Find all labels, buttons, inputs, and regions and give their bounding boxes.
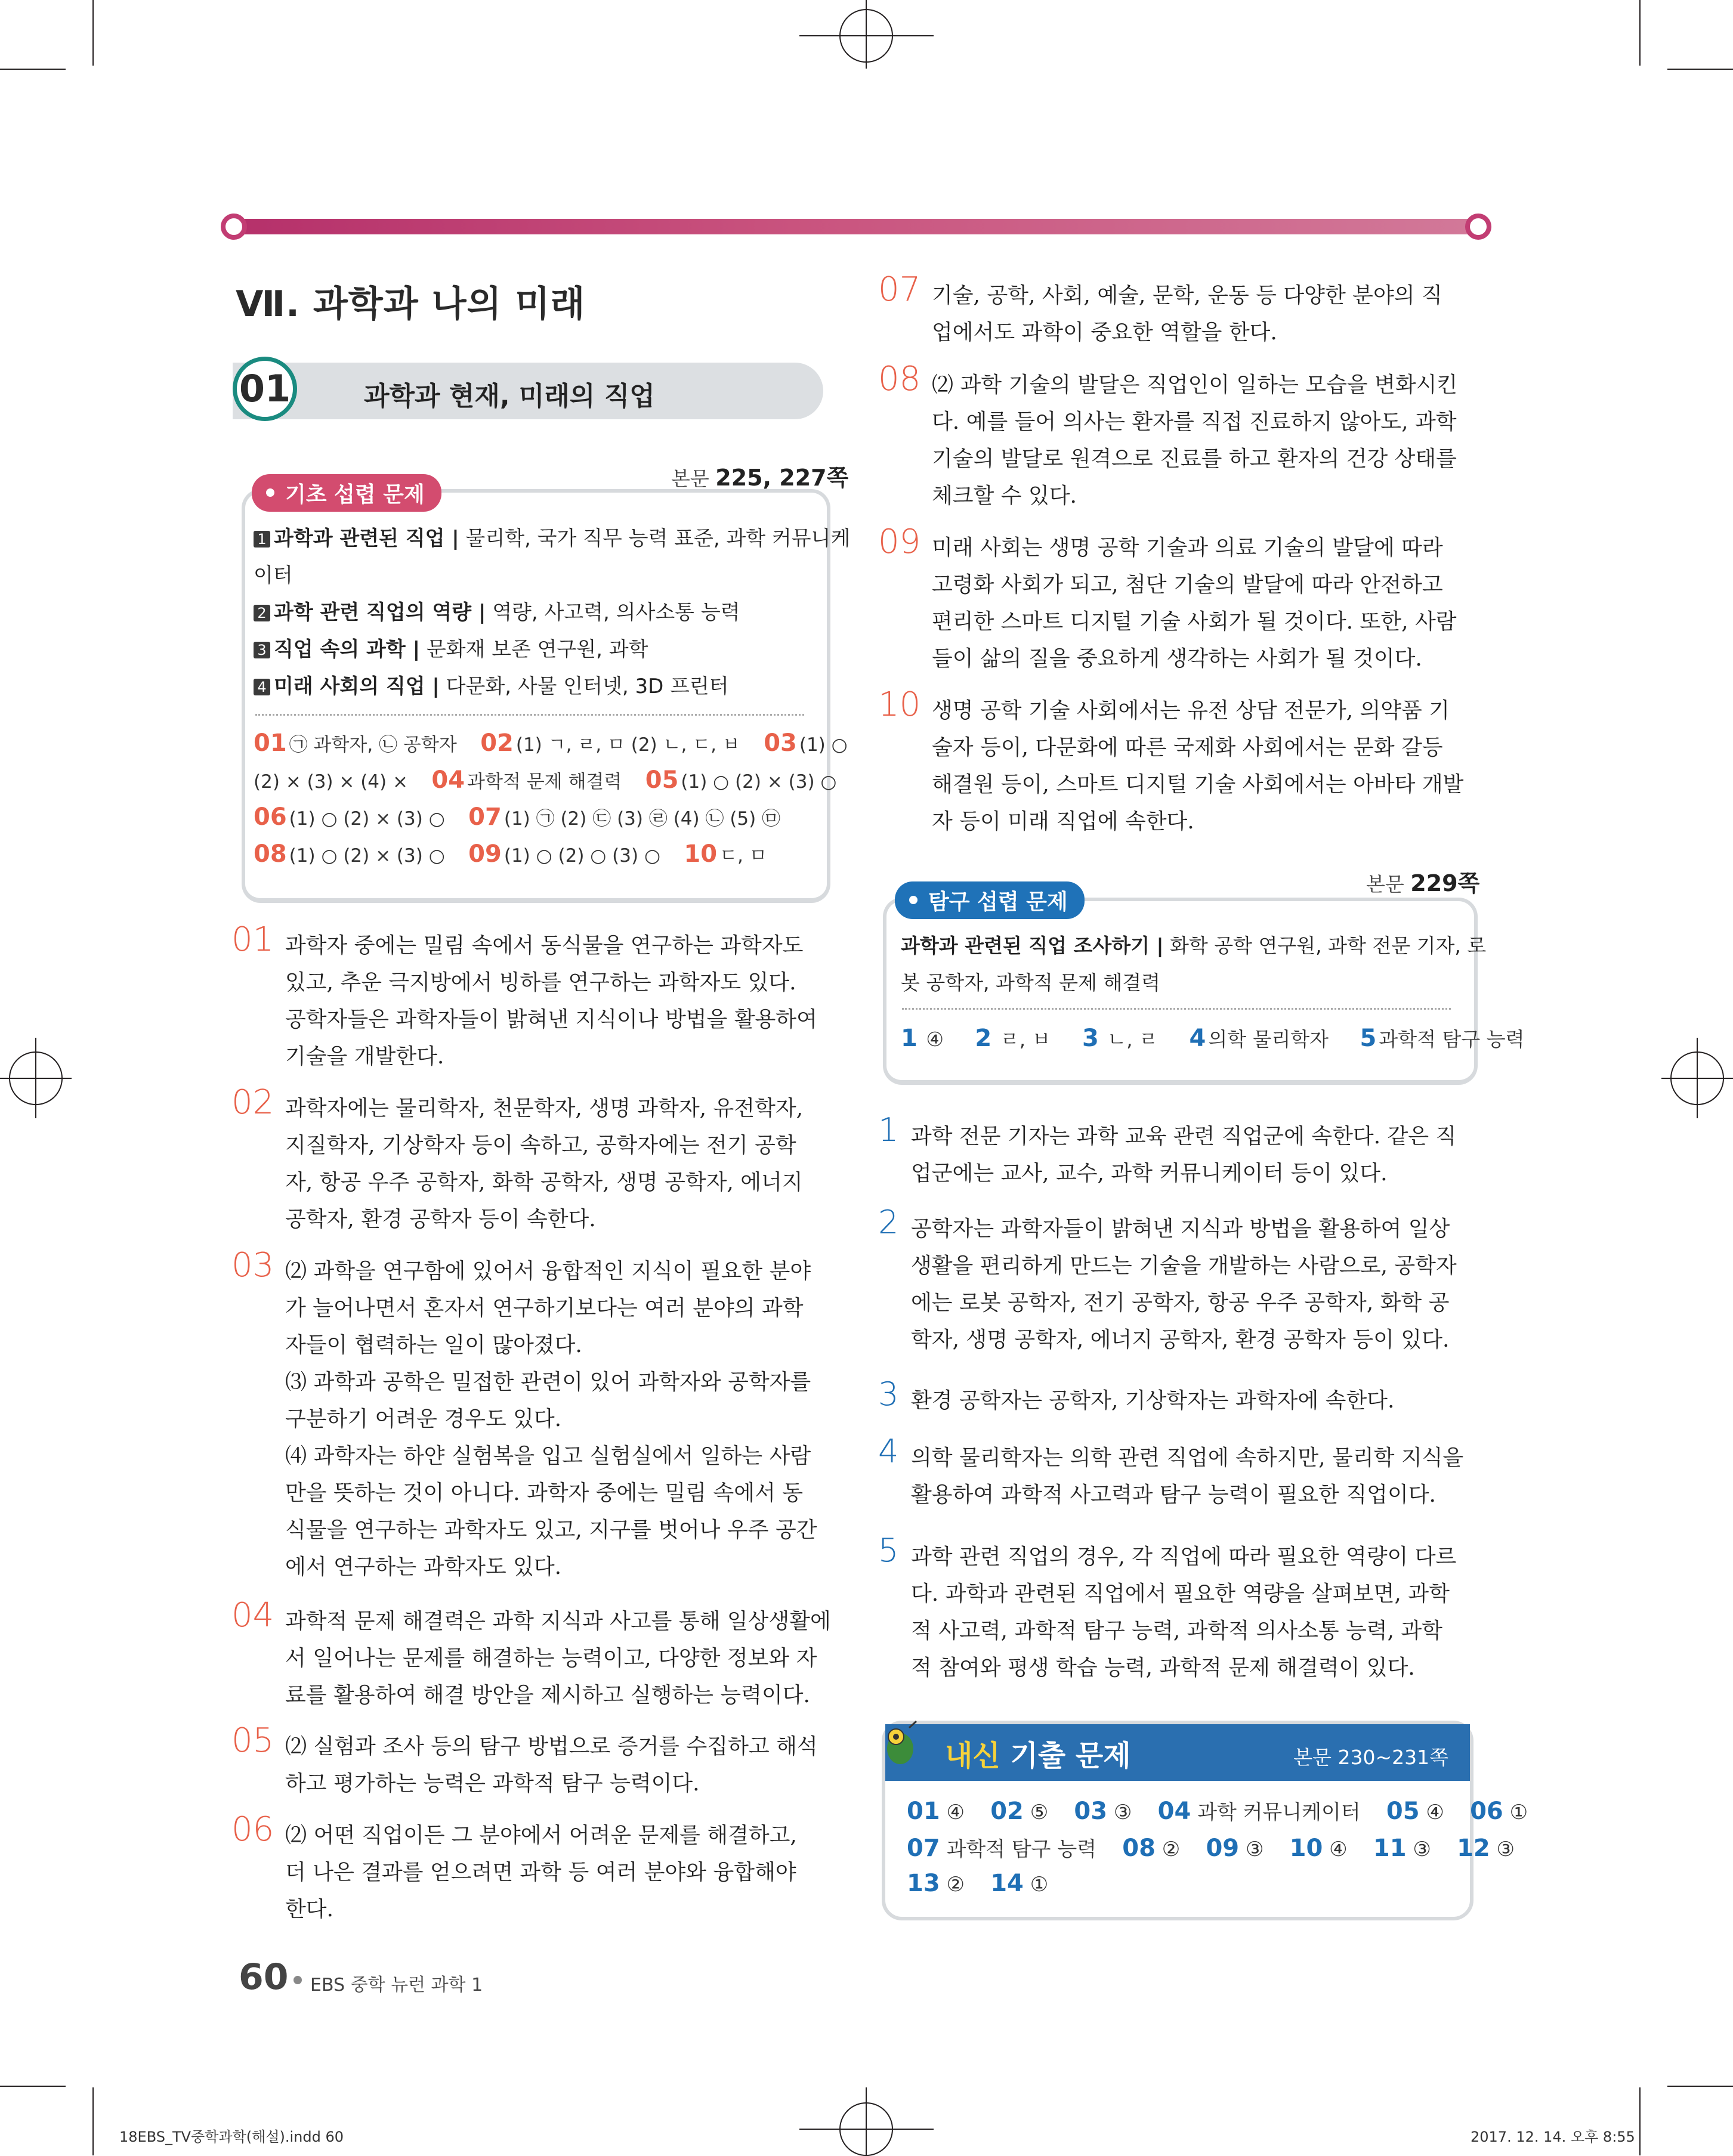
- naesin-page-ref: 본문 230~231쪽: [1293, 1746, 1448, 1769]
- text-line: ⑵ 과학을 연구함에 있어서 융합적인 지식이 필요한 분야: [285, 1259, 811, 1283]
- text-line: 에서 연구하는 과학자도 있다.: [285, 1555, 562, 1579]
- divider: [902, 1008, 1451, 1010]
- explanation-text: [932, 692, 1463, 840]
- section-header: [233, 363, 823, 419]
- key-line-2: 2 과학 관련 직업의 역량 | 역량, 사고력, 의사소통 능력: [254, 594, 740, 631]
- explanation-number: 5: [878, 1532, 899, 1569]
- text-line: 과학적 문제 해결력은 과학 지식과 사고를 통해 일상생활에: [285, 1609, 831, 1634]
- text-line: 학자, 생명 공학자, 에너지 공학자, 환경 공학자 등이 있다.: [911, 1328, 1450, 1352]
- text-line: 에는 로봇 공학자, 전기 공학자, 항공 우주 공학자, 화학 공: [911, 1291, 1450, 1315]
- inquiry-label: 탐구 섭렵 문제: [895, 881, 1085, 919]
- text-line: 공학자, 환경 공학자 등이 속한다.: [285, 1207, 596, 1232]
- explanation-text: [911, 1539, 1456, 1687]
- explanation-text: [285, 927, 817, 1075]
- text-line: 생활을 편리하게 만드는 기술을 개발하는 사람으로, 공학자: [911, 1254, 1457, 1278]
- explanation-number: 1: [878, 1111, 899, 1149]
- basic-answers-row-3: 06 (1) ○ (2) × (3) ○ 07 (1) ㉠ (2) ㉢ (3) ㉣ (4) ㉡ (5) ㉤: [254, 803, 781, 831]
- text-line: ⑵ 과학 기술의 발달은 직업인이 일하는 모습을 변화시킨: [932, 373, 1458, 397]
- explanation-text: [285, 1253, 817, 1586]
- explanation-text: [911, 1118, 1456, 1192]
- explanation-number: 05: [231, 1721, 274, 1760]
- naesin-panel: [882, 1721, 1528, 1920]
- text-line: 자들이 협력하는 일이 많아졌다.: [285, 1333, 582, 1357]
- crop-mark: [0, 69, 66, 70]
- basic-label: 기초 섭렵 문제: [252, 474, 441, 512]
- explanation-text: [911, 1211, 1457, 1359]
- text-line: 다. 예를 들어 의사는 환자를 직접 진료하지 않아도, 과학: [932, 410, 1457, 434]
- key-line-4: 4 미래 사회의 직업 | 다문화, 사물 인터넷, 3D 프린터: [254, 668, 729, 705]
- explanation-text: [285, 1603, 831, 1714]
- crop-mark: [1667, 69, 1733, 70]
- text-line: 기술, 공학, 사회, 예술, 문학, 운동 등 다양한 분야의 직: [932, 283, 1442, 308]
- explanation-text: [911, 1382, 1394, 1419]
- crop-mark: [92, 0, 94, 66]
- text-line: 공학자는 과학자들이 밝혀낸 지식과 방법을 활용하여 일상: [911, 1217, 1450, 1241]
- explanation-text: [911, 1440, 1463, 1514]
- text-line: 적 사고력, 과학적 탐구 능력, 과학적 의사소통 능력, 과학: [911, 1619, 1442, 1643]
- text-line: 업군에는 교사, 교수, 과학 커뮤니케이터 등이 있다.: [911, 1161, 1388, 1186]
- text-line: 구분하기 어려운 경우도 있다.: [285, 1407, 562, 1431]
- explanation-text: [285, 1817, 797, 1928]
- explanation-number: 08: [878, 360, 921, 398]
- text-line: 업에서도 과학이 중요한 역할을 한다.: [932, 320, 1277, 345]
- slug-date: 2017. 12. 14. 오후 8:55: [1471, 2129, 1635, 2145]
- basic-page-ref: 본문 225, 227쪽: [671, 465, 849, 491]
- footer-bullet: [294, 1976, 302, 1984]
- explanation-number: 04: [231, 1596, 274, 1635]
- explanation-number: 06: [231, 1810, 274, 1849]
- chapter-title: Ⅶ. 과학과 나의 미래: [236, 283, 586, 325]
- naesin-row-1: 01 ④ 02 ⑤ 03 ③ 04 과학 커뮤니케이터 05 ④ 06 ①: [907, 1798, 1528, 1825]
- bar-dot: [221, 214, 247, 240]
- naesin-row-2: 07 과학적 탐구 능력 08 ② 09 ③ 10 ④ 11 ③ 12 ③: [907, 1835, 1515, 1862]
- slug-file: 18EBS_TV중학과학(해설).indd 60: [119, 2129, 344, 2145]
- text-line: 더 나은 결과를 얻으려면 과학 등 여러 분야와 융합해야: [285, 1860, 796, 1885]
- explanation-number: 01: [231, 920, 274, 959]
- crop-mark: [0, 2086, 66, 2087]
- section-title: 과학과 현재, 미래의 직업: [364, 381, 655, 412]
- section-number: 01: [233, 357, 297, 421]
- text-line: 가 늘어나면서 혼자서 연구하기보다는 여러 분야의 과학: [285, 1296, 804, 1320]
- explanation-number: 10: [878, 685, 921, 724]
- explanation-text: [285, 1728, 818, 1802]
- text-line: 료를 활용하여 해결 방안을 제시하고 실행하는 능력이다.: [285, 1683, 810, 1708]
- explanation-number: 03: [231, 1246, 274, 1285]
- text-line: 해결원 등이, 스마트 디지털 기술 사회에서는 아바타 개발: [932, 772, 1464, 797]
- text-line: 기술을 개발한다.: [285, 1044, 444, 1069]
- explanation-number: 09: [878, 522, 921, 561]
- text-line: 기술의 발달로 원격으로 진료를 하고 환자의 건강 상태를: [932, 447, 1457, 471]
- text-line: 자 등이 미래 직업에 속한다.: [932, 809, 1194, 834]
- text-line: 체크할 수 있다.: [932, 484, 1077, 508]
- text-line: 서 일어나는 문제를 해결하는 능력이고, 다양한 정보와 자: [285, 1646, 817, 1671]
- text-line: 만을 뜻하는 것이 아니다. 과학자 중에는 밀림 속에서 동: [285, 1481, 804, 1505]
- text-line: 과학 전문 기자는 과학 교육 관련 직업군에 속한다. 같은 직: [911, 1124, 1457, 1149]
- text-line: 활용하여 과학적 사고력과 탐구 능력이 필요한 직업이다.: [911, 1483, 1436, 1507]
- basic-answers-row-1: 01 ㉠ 과학자, ㉡ 공학자 02 (1) ㄱ, ㄹ, ㅁ (2) ㄴ, ㄷ, ㅂ 03 (1) ○: [254, 729, 848, 757]
- text-line: 편리한 스마트 디지털 기술 사회가 될 것이다. 또한, 사람: [932, 610, 1457, 634]
- crop-mark: [1667, 2086, 1733, 2087]
- explanation-text: [932, 530, 1457, 678]
- key-line-1: 1 과학과 관련된 직업 | 물리학, 국가 직무 능력 표준, 과학 커뮤니케: [254, 520, 850, 557]
- explanation-text: [932, 277, 1442, 351]
- text-line: 다. 과학과 관련된 직업에서 필요한 역량을 살펴보면, 과학: [911, 1582, 1450, 1606]
- text-line: 미래 사회는 생명 공학 기술과 의료 기술의 발달에 따라: [932, 536, 1443, 560]
- explanation-text: [932, 367, 1457, 515]
- divider: [255, 714, 804, 716]
- inquiry-answers: 1 ④ 2 ㄹ, ㅂ 3 ㄴ, ㄹ 4 의학 물리학자 5 과학적 탐구 능력: [901, 1025, 1525, 1052]
- explanation-text: [285, 1090, 803, 1238]
- text-line: ⑷ 과학자는 하얀 실험복을 입고 실험실에서 일하는 사람: [285, 1444, 811, 1468]
- text-line: 의학 물리학자는 의학 관련 직업에 속하지만, 물리학 지식을: [911, 1446, 1464, 1470]
- inquiry-line-1: 과학과 관련된 직업 조사하기 | 화학 공학 연구원, 과학 전문 기자, 로: [901, 934, 1487, 957]
- text-line: 지질학자, 기상학자 등이 속하고, 공학자에는 전기 공학: [285, 1133, 796, 1158]
- text-line: 있고, 추운 극지방에서 빙하를 연구하는 과학자도 있다.: [285, 970, 796, 995]
- mascot-icon: [879, 1719, 921, 1767]
- text-line: 술자 등이, 다문화에 따른 국제화 사회에서는 문화 갈등: [932, 735, 1443, 760]
- basic-answers-row-4: 08 (1) ○ (2) × (3) ○ 09 (1) ○ (2) ○ (3) ○ 10 ㄷ, ㅁ: [254, 840, 767, 868]
- naesin-title: 내신 기출 문제: [945, 1739, 1131, 1773]
- text-line: 과학자 중에는 밀림 속에서 동식물을 연구하는 과학자도: [285, 933, 804, 958]
- bar-dot: [1465, 214, 1491, 240]
- inquiry-line-2: 봇 공학자, 과학적 문제 해결력: [901, 971, 1160, 994]
- explanation-number: 3: [878, 1375, 899, 1413]
- explanation-number: 4: [878, 1433, 899, 1470]
- crop-mark: [1639, 2087, 1641, 2155]
- text-line: 공학자들은 과학자들이 밝혀낸 지식이나 방법을 활용하여: [285, 1007, 817, 1032]
- inquiry-page-ref: 본문 229쪽: [1366, 870, 1480, 896]
- key-line-3: 3 직업 속의 과학 | 문화재 보존 연구원, 과학: [254, 631, 648, 668]
- text-line: ⑵ 실험과 조사 등의 탐구 방법으로 증거를 수집하고 해석: [285, 1734, 818, 1759]
- crop-mark: [1639, 0, 1641, 66]
- key-line-1b: 이터: [254, 564, 293, 587]
- explanation-number: 02: [231, 1083, 274, 1122]
- text-line: 식물을 연구하는 과학자도 있고, 지구를 벗어나 우주 공간: [285, 1518, 817, 1542]
- text-line: 한다.: [285, 1897, 333, 1922]
- top-decorative-bar: [227, 219, 1485, 234]
- book-title: EBS 중학 뉴런 과학 1: [310, 1975, 483, 1996]
- text-line: 환경 공학자는 공학자, 기상학자는 과학자에 속한다.: [911, 1388, 1395, 1413]
- explanation-number: 2: [878, 1204, 899, 1241]
- text-line: ⑶ 과학과 공학은 밀접한 관련이 있어 과학자와 공학자를: [285, 1370, 811, 1394]
- text-line: 자, 항공 우주 공학자, 화학 공학자, 생명 공학자, 에너지: [285, 1170, 803, 1195]
- page-number: 60: [239, 1956, 289, 1998]
- explanation-number: 07: [878, 270, 921, 309]
- text-line: 하고 평가하는 능력은 과학적 탐구 능력이다.: [285, 1771, 700, 1796]
- naesin-row-3: 13 ② 14 ①: [907, 1870, 1049, 1897]
- text-line: 고령화 사회가 되고, 첨단 기술의 발달에 따라 안전하고: [932, 573, 1443, 597]
- text-line: 들이 삶의 질을 중요하게 생각하는 사회가 될 것이다.: [932, 647, 1422, 671]
- text-line: 과학자에는 물리학자, 천문학자, 생명 과학자, 유전학자,: [285, 1096, 804, 1121]
- basic-answers-row-2: (2) × (3) × (4) × 04 과학적 문제 해결력 05 (1) ○ (2) × (3) ○: [254, 766, 837, 794]
- text-line: 적 참여와 평생 학습 능력, 과학적 문제 해결력이 있다.: [911, 1656, 1415, 1680]
- text-line: 과학 관련 직업의 경우, 각 직업에 따라 필요한 역량이 다르: [911, 1545, 1457, 1569]
- text-line: ⑵ 어떤 직업이든 그 분야에서 어려운 문제를 해결하고,: [285, 1823, 797, 1848]
- text-line: 생명 공학 기술 사회에서는 유전 상담 전문가, 의약품 기: [932, 698, 1450, 723]
- crop-mark: [92, 2087, 94, 2155]
